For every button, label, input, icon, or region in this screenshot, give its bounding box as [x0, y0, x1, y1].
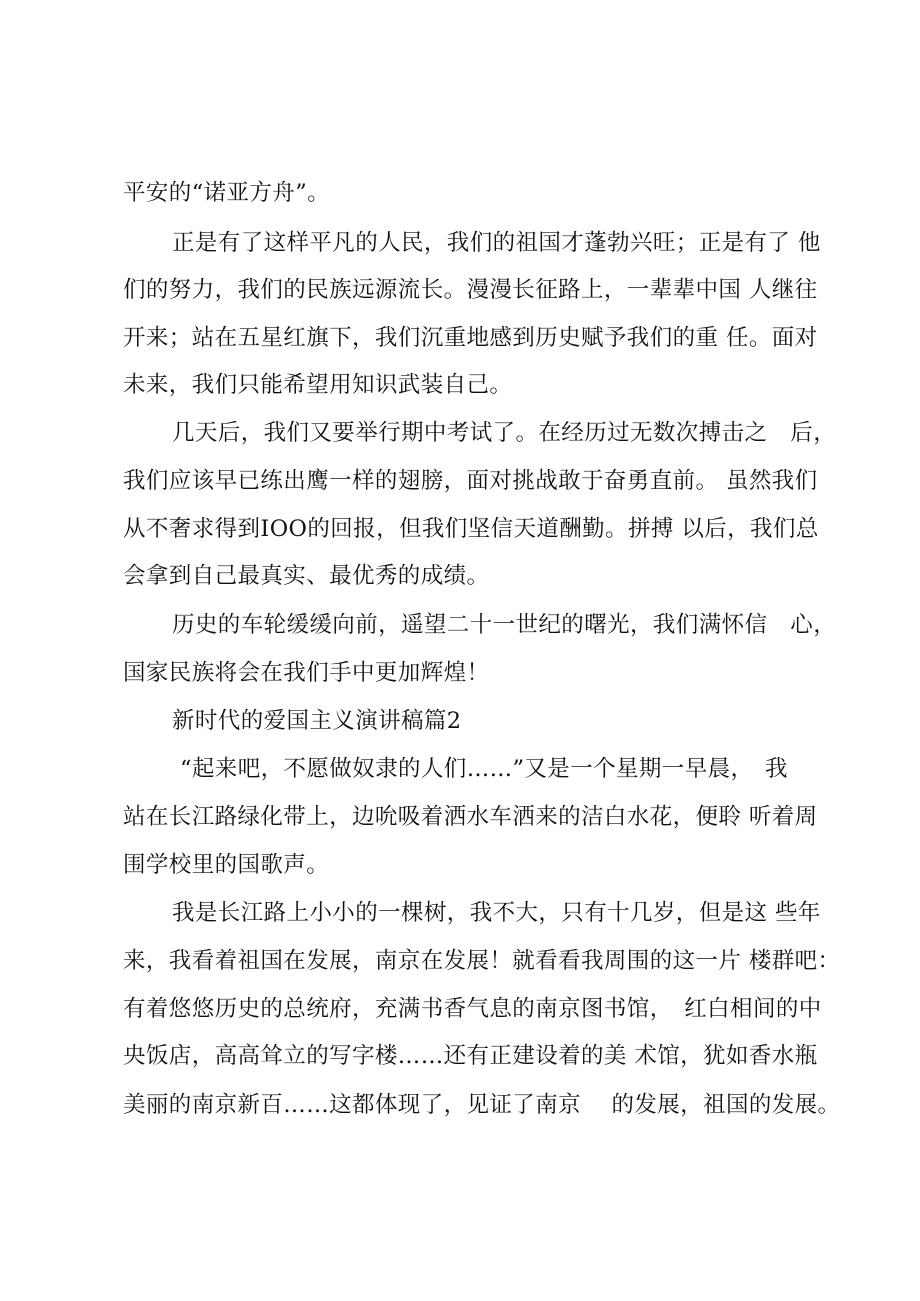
paragraph-2-line-1: 几天后，我们又要举行期中考试了。在经历过无数次搏击之 后，	[172, 420, 837, 446]
paragraph-1-line-1: 正是有了这样平凡的人民，我们的祖国才蓬勃兴旺；正是有了 他	[172, 230, 821, 256]
paragraph-5-line-1: 我是长江路上小小的一棵树，我不大，只有十几岁，但是这 些年	[172, 900, 821, 926]
paragraph-5-line-4: 央饭店，高高耸立的写字楼……还有正建设着的美 术馆，犹如香水瓶	[123, 1043, 818, 1069]
paragraph-4-line-1: “起来吧，不愿做奴隶的人们……”又是一个星期一早晨， 我	[180, 756, 788, 782]
section-heading: 新时代的爱国主义演讲稿篇2	[172, 708, 462, 734]
paragraph-4-line-2: 站在长江路绿化带上，边吮吸着洒水车洒来的洁白水花，便聆 听着周	[123, 804, 818, 830]
paragraph-4-line-3: 围学校里的国歌声。	[123, 852, 330, 878]
paragraph-3-line-2: 国家民族将会在我们手中更加辉煌！	[123, 660, 490, 686]
text-line-1: 平安的“诺亚方舟”。	[123, 180, 331, 206]
paragraph-1-line-4: 未来，我们只能希望用知识武装自己。	[123, 372, 513, 398]
paragraph-2-line-2: 我们应该早已练出鹰一样的翅膀，面对挑战敢于奋勇直前。 虽然我们	[123, 468, 818, 494]
paragraph-5-line-2: 来，我看着祖国在发展，南京在发展！就看看我周围的这一片 楼群吧：	[123, 948, 841, 974]
paragraph-5-line-3: 有着悠悠历史的总统府，充满书香气息的南京图书馆， 红白相间的中	[123, 996, 822, 1022]
paragraph-1-line-2: 们的努力，我们的民族远源流长。漫漫长征路上，一辈辈中国 人继往	[123, 277, 818, 303]
paragraph-2-line-4: 会拿到自己最真实、最优秀的成绩。	[123, 563, 490, 589]
paragraph-5-line-5: 美丽的南京新百……这都体现了，见证了南京 的发展，祖国的发展。	[123, 1092, 841, 1118]
paragraph-1-line-3: 开来；站在五星红旗下，我们沉重地感到历史赋予我们的重 任。面对	[123, 325, 818, 351]
paragraph-3-line-1: 历史的车轮缓缓向前，遥望二十一世纪的曙光，我们满怀信 心，	[172, 612, 837, 638]
paragraph-2-line-3: 从不奢求得到IOO的回报，但我们坚信天道酬勤。拼搏 以后，我们总	[123, 516, 819, 542]
